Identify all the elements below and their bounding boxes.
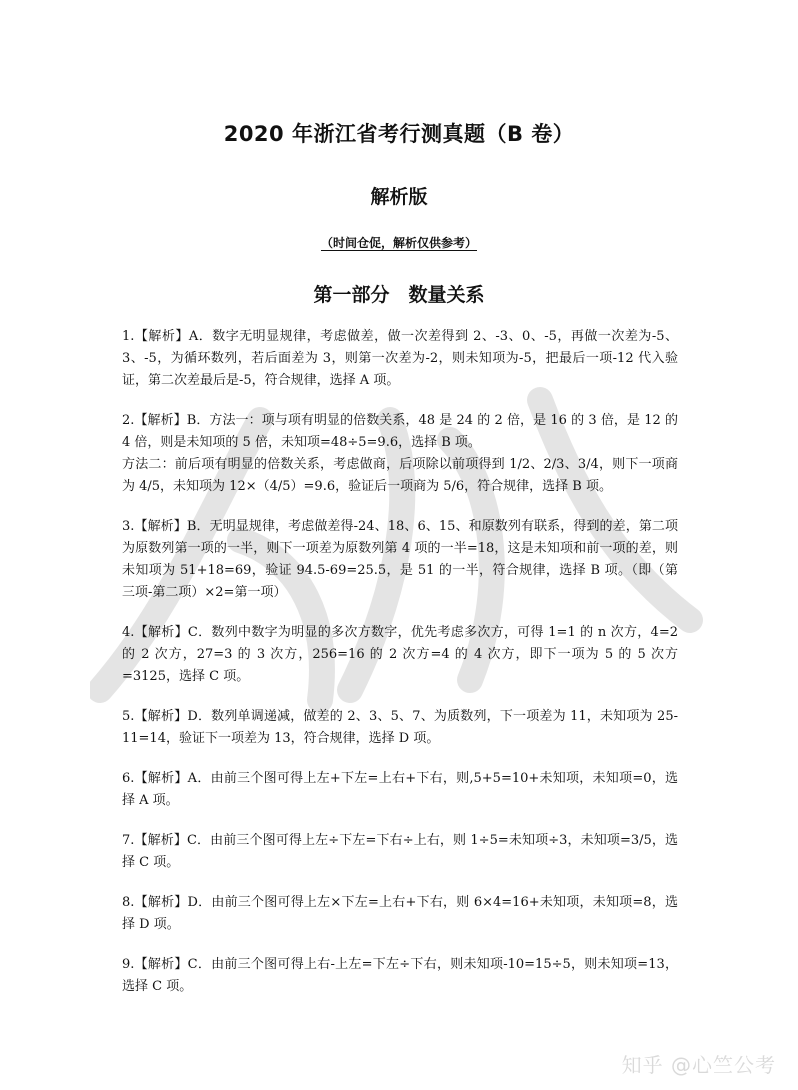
section-heading: 第一部分 数量关系	[313, 284, 485, 306]
answer-list	[122, 326, 678, 1016]
answer-text: 5.【解析】D．数列单调递减，做差的 2、3、5、7、为质数列，下一项差为 11，未知项为 25-11=14，验证下一项差为 13，符合规律，选择 D 项。	[122, 709, 678, 746]
document-title: 2020 年浙江省考行测真题（B 卷）	[223, 122, 575, 146]
answer-text: 7.【解析】C．由前三个图可得上左÷下左=下右÷上右，则 1÷5=未知项÷3，未知项=3/5，选择 C 项。	[122, 833, 678, 870]
answer-item-6	[122, 768, 678, 812]
answer-text: 3.【解析】B．无明显规律，考虑做差得-24、18、6、15、和原数列有联系，得到的差，第二项为原数列第一项的一半，则下一项差为原数列第 4 项的一半=18，这是未知项和前一项的差，则未知项为 51+18=69，验证 94.5-69=25.5，是 51 的一半，符合规律，选择 B 项。（即（第三项-第二项）×2=第一项）	[122, 519, 678, 600]
answer-item-2	[122, 410, 678, 498]
answer-item-5	[122, 706, 678, 750]
answer-item-4	[122, 622, 678, 688]
answer-item-8	[122, 892, 678, 936]
answer-item-9	[122, 954, 678, 998]
answer-text: 9.【解析】C．由前三个图可得上右-上左=下左÷下右，则未知项-10=15÷5，则未知项=13，选择 C 项。	[122, 957, 678, 994]
document-note-text: （时间仓促，解析仅供参考）	[320, 236, 477, 250]
answer-item-3	[122, 516, 678, 604]
document-subtitle: 解析版	[370, 186, 428, 208]
answer-text: 方法二：前后项有明显的倍数关系，考虑做商，后项除以前项得到 1/2、2/3、3/4，则下一项商为 4/5，未知项为 12×（4/5）=9.6，验证后一项商为 5/6，符合规律，选择 B 项。	[122, 457, 678, 494]
answer-text: 1.【解析】A．数字无明显规律，考虑做差，做一次差得到 2、-3、0、-5，再做一次差为-5、3、-5，为循环数列，若后面差为 3，则第一次差为-2，则未知项为-5，把最后一项-12 代入验证，第二次差最后是-5，符合规律，选择 A 项。	[122, 329, 678, 388]
answer-text: 4.【解析】C．数列中数字为明显的多次方数字，优先考虑多次方，可得 1=1 的 n 次方，4=2 的 2 次方，27=3 的 3 次方，256=16 的 2 次方=4 的 4 次方，即下一项为 5 的 5 次方=3125，选择 C 项。	[122, 625, 678, 684]
answer-item-7	[122, 830, 678, 874]
document-note	[0, 234, 798, 251]
zhihu-watermark: 知乎 @心竺公考	[621, 1053, 776, 1077]
answer-text: 2.【解析】B．方法一：项与项有明显的倍数关系，48 是 24 的 2 倍，是 16 的 3 倍，是 12 的 4 倍，则是未知项的 5 倍，未知项=48÷5=9.6，选择 B 项。	[122, 413, 678, 450]
answer-text: 8.【解析】D．由前三个图可得上左×下左=上右+下右，则 6×4=16+未知项，未知项=8，选择 D 项。	[122, 895, 678, 932]
answer-text: 6.【解析】A．由前三个图可得上左+下左=上右+下右，则,5+5=10+未知项，未知项=0，选择 A 项。	[122, 771, 678, 808]
answer-item-1	[122, 326, 678, 392]
